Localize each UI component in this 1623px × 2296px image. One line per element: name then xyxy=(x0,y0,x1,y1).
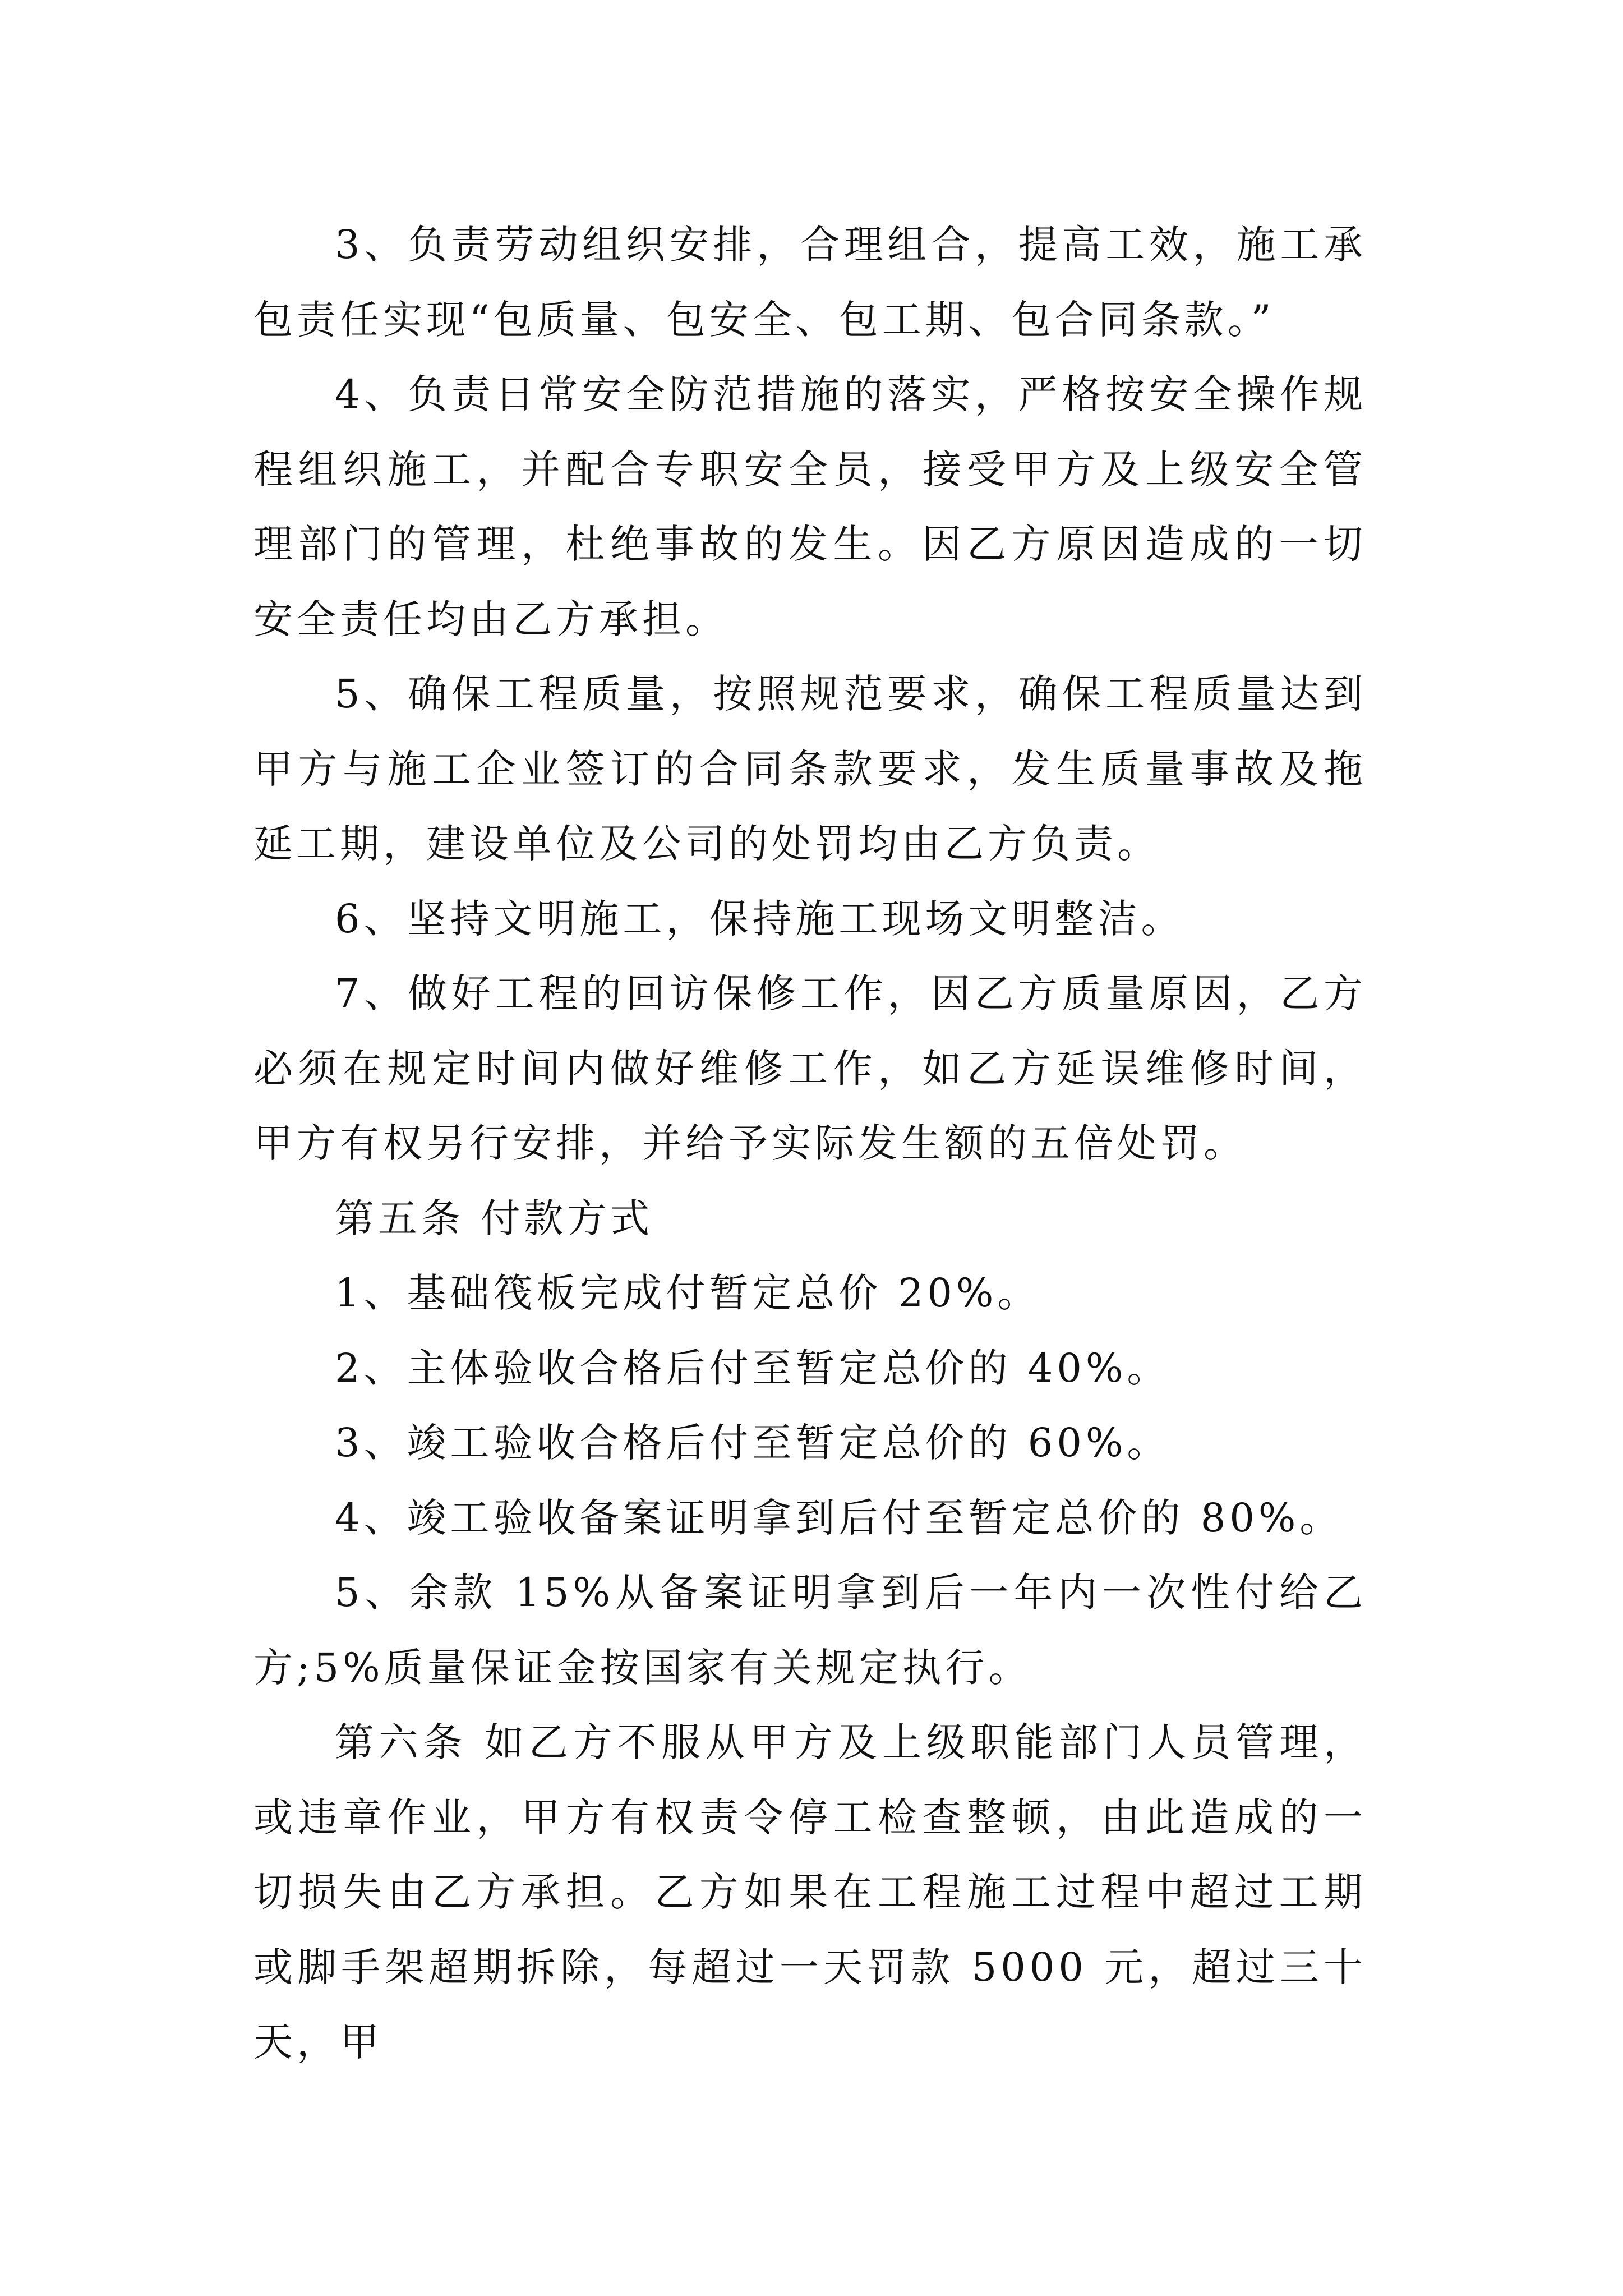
payment-item-3: 3、竣工验收合格后付至暂定总价的 60%。 xyxy=(335,1420,1170,1466)
payment-item-5: 5、余款 15%从备案证明拿到后一年内一次性付给乙方;5%质量保证金按国家有关规定执行。 xyxy=(253,1570,1367,1691)
clause-paragraph-6-civilized: 6、坚持文明施工，保持施工现场文明整洁。 xyxy=(335,895,1184,942)
payment-item-1: 1、基础筏板完成付暂定总价 20%。 xyxy=(335,1270,1041,1316)
article-6-paragraph: 第六条 如乙方不服从甲方及上级职能部门人员管理，或违章作业，甲方有权责令停工检查整顿，由此造成的一切损失由乙方承担。乙方如果在工程施工过程中超过工期或脚手架超期拆除，每超过一天罚款 5000 元，超过三十天，甲 xyxy=(253,1719,1367,2065)
document-body xyxy=(253,208,1367,2080)
payment-item-2: 2、主体验收合格后付至暂定总价的 40%。 xyxy=(335,1345,1170,1391)
clause-paragraph-3-labor: 3、负责劳动组织安排，合理组合，提高工效，施工承包责任实现“包质量、包安全、包工期、包合同条款。” xyxy=(253,222,1367,343)
clause-paragraph-5-quality: 5、确保工程质量，按照规范要求，确保工程质量达到甲方与施工企业签订的合同条款要求，发生质量事故及拖延工期，建设单位及公司的处罚均由乙方负责。 xyxy=(253,671,1367,867)
clause-paragraph-4-safety: 4、负责日常安全防范措施的落实，严格按安全操作规程组织施工，并配合专职安全员，接受甲方及上级安全管理部门的管理，杜绝事故的发生。因乙方原因造成的一切安全责任均由乙方承担。 xyxy=(253,371,1367,642)
clause-paragraph-7-warranty: 7、做好工程的回访保修工作，因乙方质量原因，乙方必须在规定时间内做好维修工作，如乙方延误维修时间，甲方有权另行安排，并给予实际发生额的五倍处罚。 xyxy=(253,970,1367,1166)
payment-item-4: 4、竣工验收备案证明拿到后付至暂定总价的 80%。 xyxy=(335,1494,1343,1541)
article-5-heading: 第五条 付款方式 xyxy=(335,1195,654,1241)
